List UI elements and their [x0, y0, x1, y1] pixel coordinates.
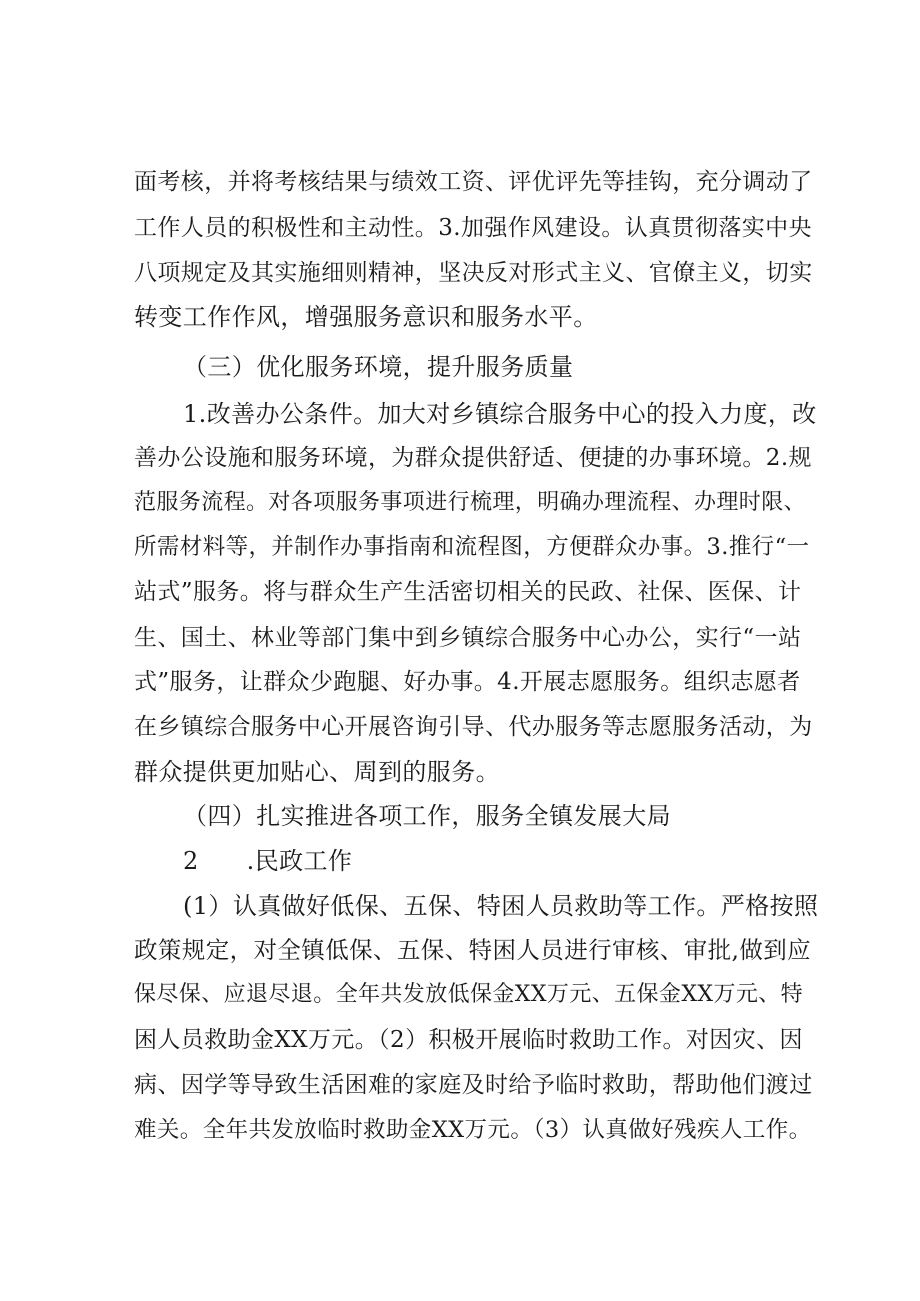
section-heading: （三）优化服务环境，提升服务质量: [183, 353, 574, 381]
paragraph-line: 在乡镇综合服务中心开展咨询引导、代办服务等志愿服务活动，为: [134, 714, 813, 740]
paragraph-line: 式”服务，让群众少跑腿、好办事。4.开展志愿服务。组织志愿者: [134, 669, 801, 695]
paragraph-line: 站式”服务。将与群众生产生活密切相关的民政、社保、医保、计: [134, 579, 802, 605]
paragraph-line: 工作人员的积极性和主动性。3.加强作风建设。认真贯彻落实中央: [134, 215, 812, 241]
item-number: 2: [183, 847, 199, 875]
paragraph-line: 范服务流程。对各项服务事项进行梳理，明确办理流程、办理时限、: [134, 490, 807, 515]
section-heading: （四）扎实推进各项工作，服务全镇发展大局: [183, 802, 671, 830]
paragraph-line: 所需材料等，并制作办事指南和流程图，方便群众办事。3.推行“一: [134, 534, 810, 560]
paragraph-line: 八项规定及其实施细则精神，坚决反对形式主义、官僚主义，切实: [134, 260, 813, 286]
list-item-heading: [183, 846, 863, 876]
paragraph-line: 转变工作作风，增强服务意识和服务水平。: [134, 303, 598, 331]
paragraph-line: 善办公设施和服务环境，为群众提供舒适、便捷的办事环境。2.规: [134, 445, 812, 471]
item-title: .民政工作: [246, 847, 353, 875]
paragraph-line: 生、国土、林业等部门集中到乡镇综合服务中心办公，实行“一站: [134, 625, 802, 651]
paragraph-line: 保尽保、应退尽退。全年共发放低保金XX万元、五保金XX万元、特: [134, 982, 804, 1007]
paragraph-line: 困人员救助金XX万元。（2）积极开展临时救助工作。对因灾、因: [134, 1027, 803, 1053]
paragraph-line: 群众提供更加贴心、周到的服务。: [134, 758, 500, 786]
paragraph-line: 1.改善办公条件。加大对乡镇综合服务中心的投入力度，改: [183, 400, 817, 428]
paragraph-line: (1）认真做好低保、五保、特困人员救助等工作。严格按照: [183, 892, 819, 920]
paragraph-line: 政策规定，对全镇低保、五保、特困人员进行审核、审批,做到应: [134, 936, 812, 964]
paragraph-line: 难关。全年共发放临时救助金XX万元。（3）认真做好残疾人工作。: [134, 1117, 812, 1143]
paragraph-line: 面考核，并将考核结果与绩效工资、评优评先等挂钩，充分调动了: [134, 169, 813, 195]
paragraph-line: 病、因学等导致生活困难的家庭及时给予临时救助，帮助他们渡过: [134, 1072, 813, 1098]
